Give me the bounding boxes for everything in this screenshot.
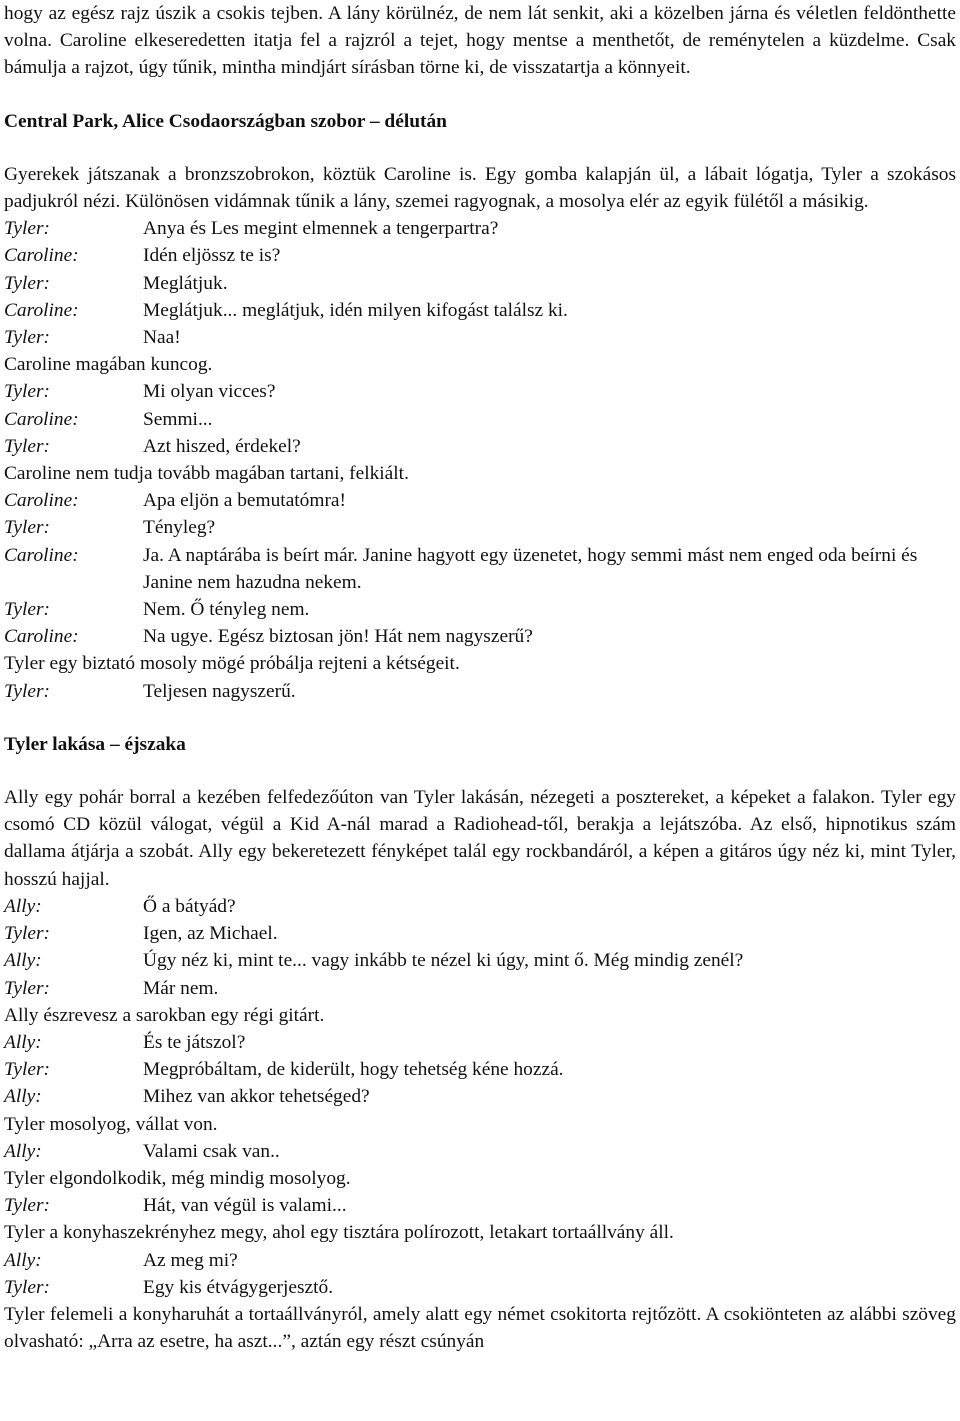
speaker-name: Caroline:: [4, 245, 79, 267]
dialogue-text: Meglátjuk... meglátjuk, idén milyen kifogást találsz ki.: [143, 299, 568, 321]
dialogue-text: Nem. Ő tényleg nem.: [143, 599, 310, 621]
dialogue-line: [4, 947, 956, 974]
speaker-name: Tyler:: [4, 218, 50, 240]
paragraph: hogy az egész rajz úszik a csokis tejben. A lány körülnéz, de nem lát senkit, aki a közelben járna és véletlen feldönthette volna. Caroline elkeseredetten itatja fel a rajzról a tejet, hogy mentse a menthetőt, de reménytelen a küzdelme. Csak bámulja a rajzot, úgy tűnik, mintha mindjárt sírásban törne ki, de visszatartja a könnyeit.: [4, 3, 956, 79]
speaker-name: Tyler:: [4, 327, 50, 349]
dialogue-line: [4, 406, 956, 433]
action-line: Tyler a konyhaszekrényhez megy, ahol egy tisztára polírozott, letakart tortaállvány áll.: [4, 1222, 674, 1244]
speaker-name: Tyler:: [4, 435, 50, 457]
dialogue-line: [4, 1056, 956, 1083]
dialogue-line: [4, 975, 956, 1002]
speaker-name: Ally:: [4, 1086, 42, 1108]
speaker-name: Ally:: [4, 1140, 42, 1162]
action-line: Ally észrevesz a sarokban egy régi gitárt.: [4, 1004, 325, 1026]
dialogue-line: [4, 514, 956, 541]
dialogue-line: [4, 623, 956, 650]
speaker-name: Ally:: [4, 1031, 42, 1053]
dialogue-text: Megpróbáltam, de kiderült, hogy tehetség kéne hozzá.: [143, 1059, 564, 1081]
dialogue-text: Mi olyan vicces?: [143, 381, 276, 403]
dialogue-line: [4, 242, 956, 269]
dialogue-text: Idén eljössz te is?: [143, 245, 281, 267]
dialogue-line: [4, 1192, 956, 1219]
dialogue-text: Úgy néz ki, mint te... vagy inkább te nézel ki úgy, mint ő. Még mindig zenél?: [143, 950, 744, 972]
speaker-name: Tyler:: [4, 680, 50, 702]
dialogue-line: [4, 1247, 956, 1274]
speaker-name: Tyler:: [4, 381, 50, 403]
dialogue-text: Ja. A naptárába is beírt már. Janine hagyott egy üzenetet, hogy semmi mást nem enged oda beírni és Janine nem hazudna nekem.: [143, 544, 918, 593]
speaker-name: Tyler:: [4, 1276, 50, 1298]
speaker-name: Tyler:: [4, 1195, 50, 1217]
dialogue-text: Valami csak van..: [143, 1140, 280, 1162]
dialogue-line: [4, 433, 956, 460]
action-line: Caroline nem tudja tovább magában tartani, felkiált.: [4, 463, 409, 485]
dialogue-line: [4, 487, 956, 514]
dialogue-text: Na ugye. Egész biztosan jön! Hát nem nagyszerű?: [143, 626, 533, 648]
dialogue-line: [4, 893, 956, 920]
speaker-name: Tyler:: [4, 517, 50, 539]
speaker-name: Tyler:: [4, 923, 50, 945]
speaker-name: Tyler:: [4, 599, 50, 621]
speaker-name: Tyler:: [4, 272, 50, 294]
paragraph: Gyerekek játszanak a bronzszobrokon, köztük Caroline is. Egy gomba kalapján ül, a lábait lógatja, Tyler a szokásos padjukról nézi. Különösen vidámnak tűnik a lány, szemei ragyognak, a mosolya elér az egyik fülétől a másikig.: [4, 163, 956, 213]
dialogue-line: [4, 1274, 956, 1301]
dialogue-line: [4, 596, 956, 623]
action-line: Caroline magában kuncog.: [4, 354, 213, 376]
action-line: Tyler mosolyog, vállat von.: [4, 1113, 218, 1135]
dialogue-text: Anya és Les megint elmennek a tengerpartra?: [143, 218, 499, 240]
dialogue-text: És te játszol?: [143, 1031, 246, 1053]
dialogue-text: Tényleg?: [143, 517, 216, 539]
scene-heading: Central Park, Alice Csodaországban szobor – délután: [4, 110, 447, 132]
scene-heading: Tyler lakása – éjszaka: [4, 733, 186, 755]
dialogue-text: Hát, van végül is valami...: [143, 1195, 347, 1217]
speaker-name: Ally:: [4, 950, 42, 972]
speaker-name: Caroline:: [4, 544, 79, 566]
speaker-name: Caroline:: [4, 626, 79, 648]
dialogue-text: Ő a bátyád?: [143, 895, 236, 917]
dialogue-line: [4, 678, 956, 705]
action-line: Tyler elgondolkodik, még mindig mosolyog.: [4, 1167, 351, 1189]
dialogue-line: [4, 542, 956, 596]
dialogue-text: Meglátjuk.: [143, 272, 228, 294]
action-line: Tyler egy biztató mosoly mögé próbálja rejteni a kétségeit.: [4, 653, 460, 675]
dialogue-text: Azt hiszed, érdekel?: [143, 435, 301, 457]
dialogue-text: Mihez van akkor tehetséged?: [143, 1086, 370, 1108]
dialogue-line: [4, 1029, 956, 1056]
speaker-name: Caroline:: [4, 490, 79, 512]
dialogue-text: Egy kis étvágygerjesztő.: [143, 1276, 334, 1298]
dialogue-text: Naa!: [143, 327, 181, 349]
speaker-name: Caroline:: [4, 408, 79, 430]
dialogue-text: Már nem.: [143, 977, 219, 999]
dialogue-line: [4, 378, 956, 405]
dialogue-text: Az meg mi?: [143, 1249, 238, 1271]
dialogue-text: Semmi...: [143, 408, 213, 430]
speaker-name: Caroline:: [4, 299, 79, 321]
speaker-name: Tyler:: [4, 977, 50, 999]
dialogue-line: [4, 270, 956, 297]
dialogue-text: Apa eljön a bemutatómra!: [143, 490, 346, 512]
paragraph: Tyler felemeli a konyharuhát a tortaállványról, amely alatt egy német csokitorta rejtőzött. A csokiönteten az alábbi szöveg olvasható: „Arra az esetre, ha aszt...”, aztán egy részt csúnyán: [4, 1303, 956, 1353]
paragraph: Ally egy pohár borral a kezében felfedezőúton van Tyler lakásán, nézegeti a posztereket, a képeket a falakon. Tyler egy csomó CD közül válogat, végül a Kid A-nál marad a Radiohead-től, berakja a lejátszóba. Az első, hipnotikus szám dallama átjárja a szobát. Ally egy bekeretezett fényképet talál egy rockbandáról, a képen a gitáros úgy néz ki, mint Tyler, hosszú hajjal.: [4, 787, 956, 890]
dialogue-line: [4, 297, 956, 324]
dialogue-line: [4, 1138, 956, 1165]
dialogue-text: Teljesen nagyszerű.: [143, 680, 296, 702]
dialogue-line: [4, 324, 956, 351]
dialogue-line: [4, 1083, 956, 1110]
dialogue-line: [4, 920, 956, 947]
speaker-name: Tyler:: [4, 1059, 50, 1081]
speaker-name: Ally:: [4, 1249, 42, 1271]
dialogue-text: Igen, az Michael.: [143, 923, 278, 945]
dialogue-line: [4, 215, 956, 242]
speaker-name: Ally:: [4, 895, 42, 917]
